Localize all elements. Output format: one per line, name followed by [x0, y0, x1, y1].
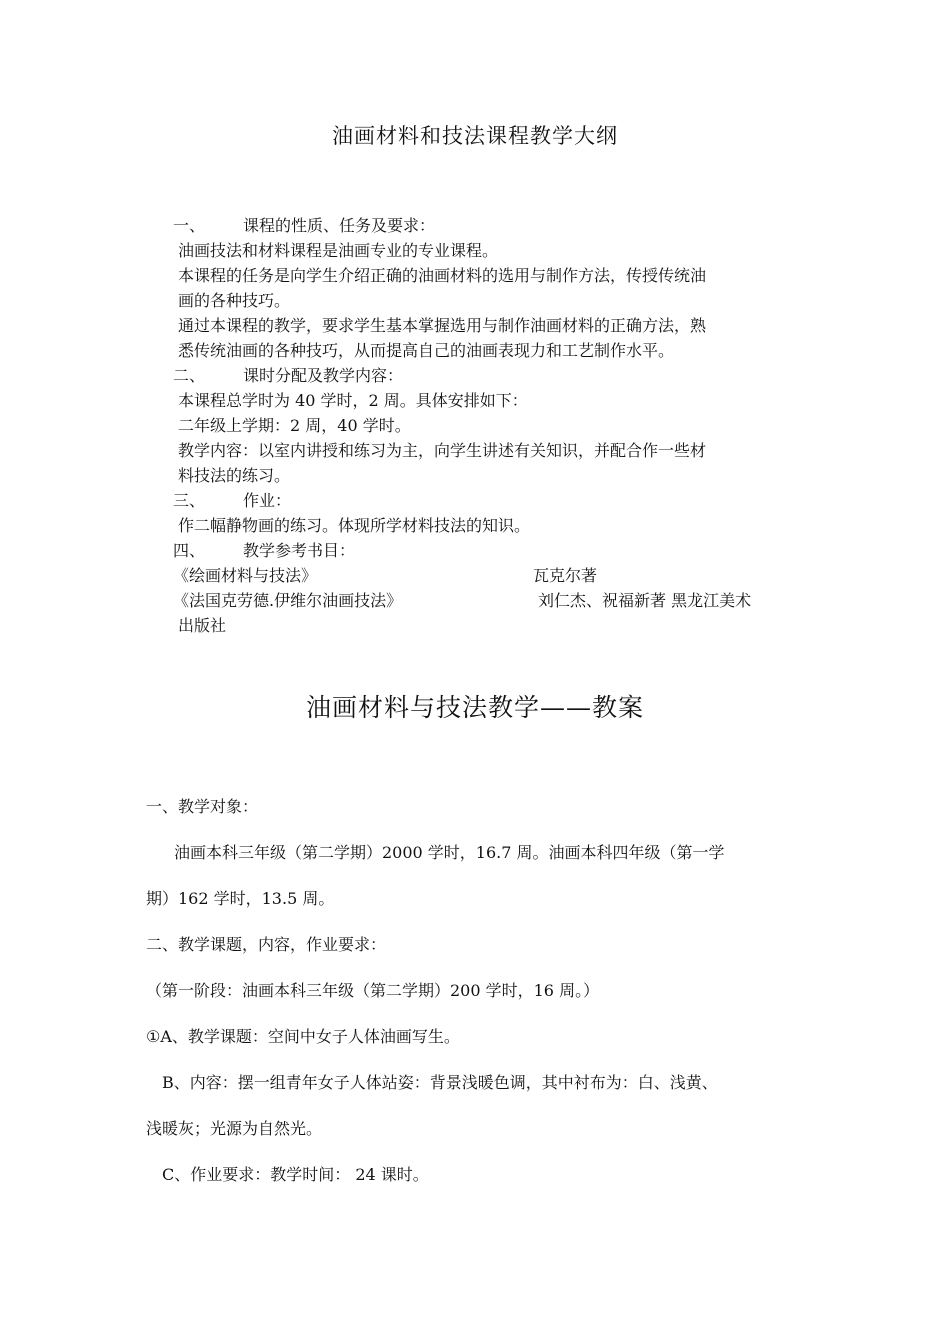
section1-line4: 通过本课程的教学，要求学生基本掌握选用与制作油画材料的正确方法，熟	[178, 316, 707, 335]
lesson-paragraph-8: 浅暖灰；光源为自然光。	[146, 1119, 323, 1138]
reference1-author: 瓦克尔著	[533, 566, 598, 585]
section3-line1: 作二幅静物画的练习。体现所学材料技法的知识。	[178, 516, 531, 535]
section3-heading	[173, 491, 291, 511]
lesson-paragraph-3: 期）162 学时，13.5 周。	[146, 889, 335, 908]
section2-line1: 本课程总学时为 40 学时，2 周。具体安排如下：	[178, 391, 528, 410]
section1-line5: 悉传统油画的各种技巧，从而提高自己的油画表现力和工艺制作水平。	[178, 341, 675, 360]
lesson-paragraph-6: ①A、教学课题：空间中女子人体油画写生。	[146, 1027, 460, 1046]
section3-heading-text: 作业：	[243, 491, 292, 510]
lesson-paragraph-1: 一、教学对象：	[146, 797, 259, 816]
section3-number: 三、	[173, 491, 206, 510]
syllabus-title: 油画材料和技法课程教学大纲	[332, 124, 618, 148]
lesson-paragraph-7: B、内容：摆一组青年女子人体站姿：背景浅暖色调，其中衬布为：白、浅黄、	[162, 1073, 718, 1092]
section1-heading-text: 课程的性质、任务及要求：	[243, 216, 436, 235]
reference2-continuation: 出版社	[178, 616, 227, 635]
section2-heading	[173, 366, 403, 386]
section1-line1: 油画技法和材料课程是油画专业的专业课程。	[178, 241, 499, 260]
section2-heading-text: 课时分配及教学内容：	[243, 366, 404, 385]
section4-heading-text: 教学参考书目：	[243, 541, 356, 560]
section2-number: 二、	[173, 366, 206, 385]
section1-line2: 本课程的任务是向学生介绍正确的油画材料的选用与制作方法，传授传统油	[178, 266, 707, 285]
section4-number: 四、	[173, 541, 206, 560]
section2-line3: 教学内容：以室内讲授和练习为主，向学生讲述有关知识，并配合作一些材	[178, 441, 707, 460]
lesson-paragraph-4: 二、教学课题，内容，作业要求：	[146, 935, 387, 954]
section1-number: 一、	[173, 216, 206, 235]
section4-heading	[173, 541, 355, 561]
reference1-title: 《绘画材料与技法》	[173, 566, 318, 585]
lesson-paragraph-2: 油画本科三年级（第二学期）2000 学时，16.7 周。油画本科四年级（第一学	[174, 843, 725, 862]
lesson-plan-title: 油画材料与技法教学——教案	[305, 693, 644, 722]
reference2-author: 刘仁杰、祝福新著 黑龙江美术	[538, 591, 752, 610]
section1-heading	[173, 216, 435, 236]
reference2-title: 《法国克劳德.伊维尔油画技法》	[173, 591, 403, 610]
section2-line4: 料技法的练习。	[178, 466, 291, 485]
section1-line3: 画的各种技巧。	[178, 291, 291, 310]
lesson-paragraph-5: （第一阶段：油画本科三年级（第二学期）200 学时，16 周。）	[146, 981, 600, 1000]
lesson-paragraph-9: C、作业要求：教学时间： 24 课时。	[162, 1165, 429, 1184]
section2-line2: 二年级上学期：2 周，40 学时。	[178, 416, 411, 435]
